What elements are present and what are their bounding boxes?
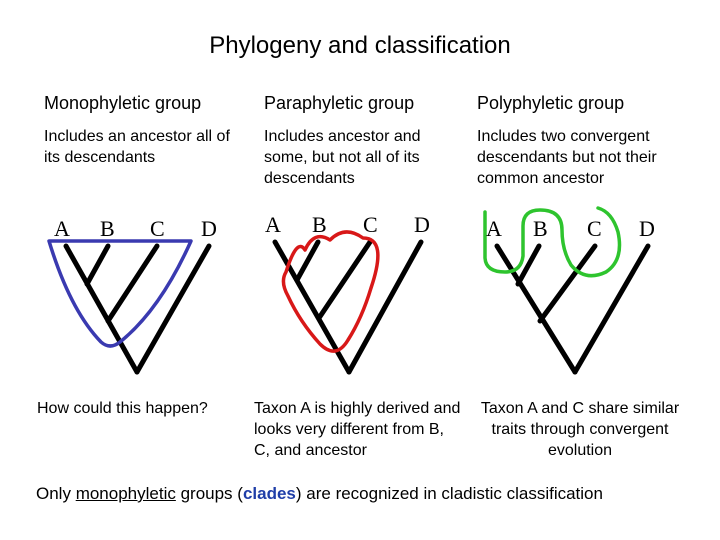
branch-b	[87, 246, 108, 284]
taxon-c-label: C	[150, 216, 165, 241]
taxon-a-label: A	[486, 216, 502, 241]
footer-statement	[36, 484, 603, 504]
taxon-c-label: C	[363, 212, 378, 237]
monophyletic-description: Includes an ancestor all of its descendants	[44, 128, 230, 166]
monophyletic-heading: Monophyletic group	[44, 93, 202, 113]
taxon-d-label: D	[201, 216, 217, 241]
polyphyletic-tree	[485, 208, 655, 372]
paraphyletic-tree	[265, 212, 430, 372]
monophyletic-note: How could this happen?	[37, 400, 208, 417]
polyphyletic-description: Includes two convergent descendants but not their common ancestor	[477, 128, 657, 187]
taxon-b-label: B	[100, 216, 115, 241]
taxon-b-label: B	[312, 212, 327, 237]
slide-title: Phylogeny and classification	[209, 32, 511, 59]
footer-monophyletic: monophyletic	[75, 484, 176, 503]
footer-clades: clades	[242, 484, 296, 503]
branch-d	[137, 246, 209, 372]
polyphyletic-note: Taxon A and C share similar traits through convergent evolution	[480, 400, 680, 459]
taxon-a-label: A	[54, 216, 70, 241]
taxon-d-label: D	[414, 212, 430, 237]
taxon-a-label: A	[265, 212, 281, 237]
branch-c	[319, 242, 370, 318]
footer-suffix: ) are recognized in cladistic classification	[295, 484, 603, 503]
footer-middle: groups (	[175, 484, 243, 503]
footer-prefix: Only	[36, 484, 76, 503]
branch-a	[497, 246, 575, 372]
taxon-c-label: C	[587, 216, 602, 241]
taxon-d-label: D	[639, 216, 655, 241]
branch-a	[275, 242, 349, 372]
paraphyletic-note: Taxon A is highly derived and looks very different from B, C, and ancestor	[254, 400, 461, 459]
polyphyletic-heading: Polyphyletic group	[477, 93, 625, 113]
paraphyletic-heading: Paraphyletic group	[264, 93, 415, 113]
taxon-b-label: B	[533, 216, 548, 241]
monophyletic-tree	[49, 216, 217, 372]
paraphyletic-description: Includes ancestor and some, but not all of its descendants	[264, 128, 421, 187]
